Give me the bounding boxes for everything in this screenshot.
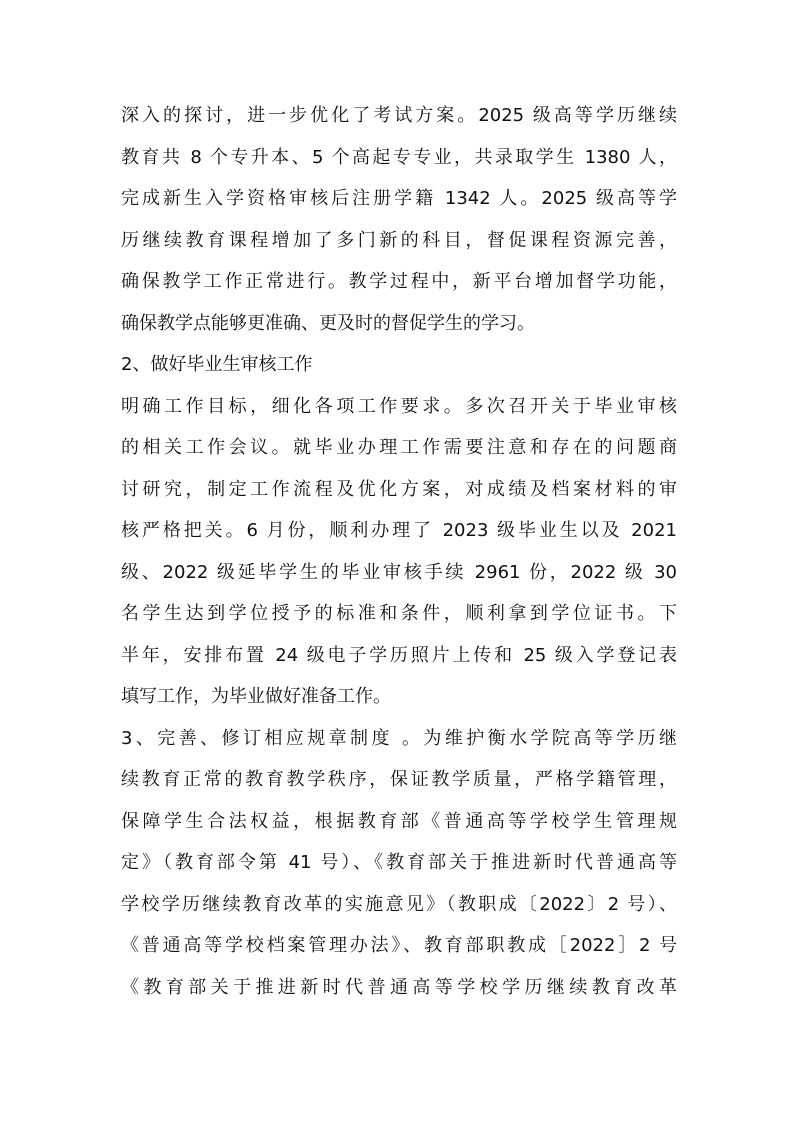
text-line: 核严格把关。6 月份，顺利办理了 2023 级毕业生以及 2021 bbox=[121, 520, 677, 541]
text-line: 完成新生入学资格审核后注册学籍 1342 人。2025 级高等学 bbox=[121, 188, 677, 209]
text-line: 深入的探讨，进一步优化了考试方案。2025 级高等学历继续 bbox=[121, 105, 677, 126]
text-line: 确保教学工作正常进行。教学过程中，新平台增加督学功能， bbox=[121, 271, 677, 292]
text-line: 的相关工作会议。就毕业办理工作需要注意和存在的问题商 bbox=[121, 437, 677, 458]
text-line: 历继续教育课程增加了多门新的科目，督促课程资源完善， bbox=[121, 229, 677, 251]
text-line: 《普通高等学校档案管理办法》、教育部职教成［2022］2 号 bbox=[121, 935, 677, 956]
text-line: 3、完善、修订相应规章制度 。为维护衡水学院高等学历继 bbox=[121, 727, 677, 749]
text-line: 级、2022 级延毕学生的毕业审核手续 2961 份，2022 级 30 bbox=[121, 561, 677, 583]
text-line: 定》（教育部令第 41 号）、《教育部关于推进新时代普通高等 bbox=[121, 852, 677, 873]
text-line: 2、做好毕业生审核工作 bbox=[121, 354, 313, 375]
text-line: 学校学历继续教育改革的实施意见》（教职成〔2022〕2 号）、 bbox=[121, 893, 677, 915]
text-line: 保障学生合法权益，根据教育部《普通高等学校学生管理规 bbox=[121, 810, 677, 832]
document-page bbox=[121, 95, 677, 1008]
text-line: 半年，安排布置 24 级电子学历照片上传和 25 级入学登记表 bbox=[121, 644, 677, 666]
text-line: 名学生达到学位授予的标准和条件，顺利拿到学位证书。下 bbox=[121, 603, 677, 624]
text-line: 确保教学点能够更准确、更及时的督促学生的学习。 bbox=[121, 312, 535, 334]
text-line: 续教育正常的教育教学秩序，保证教学质量，严格学籍管理， bbox=[121, 769, 677, 790]
text-line: 讨研究，制定工作流程及优化方案，对成绩及档案材料的审 bbox=[121, 478, 677, 500]
text-line: 教育共 8 个专升本、5 个高起专专业，共录取学生 1380 人， bbox=[121, 146, 677, 168]
text-line: 《教育部关于推进新时代普通高等学校学历继续教育改革 bbox=[121, 976, 677, 998]
text-line: 明确工作目标，细化各项工作要求。多次召开关于毕业审核 bbox=[121, 395, 677, 417]
text-line: 填写工作，为毕业做好准备工作。 bbox=[121, 686, 391, 707]
